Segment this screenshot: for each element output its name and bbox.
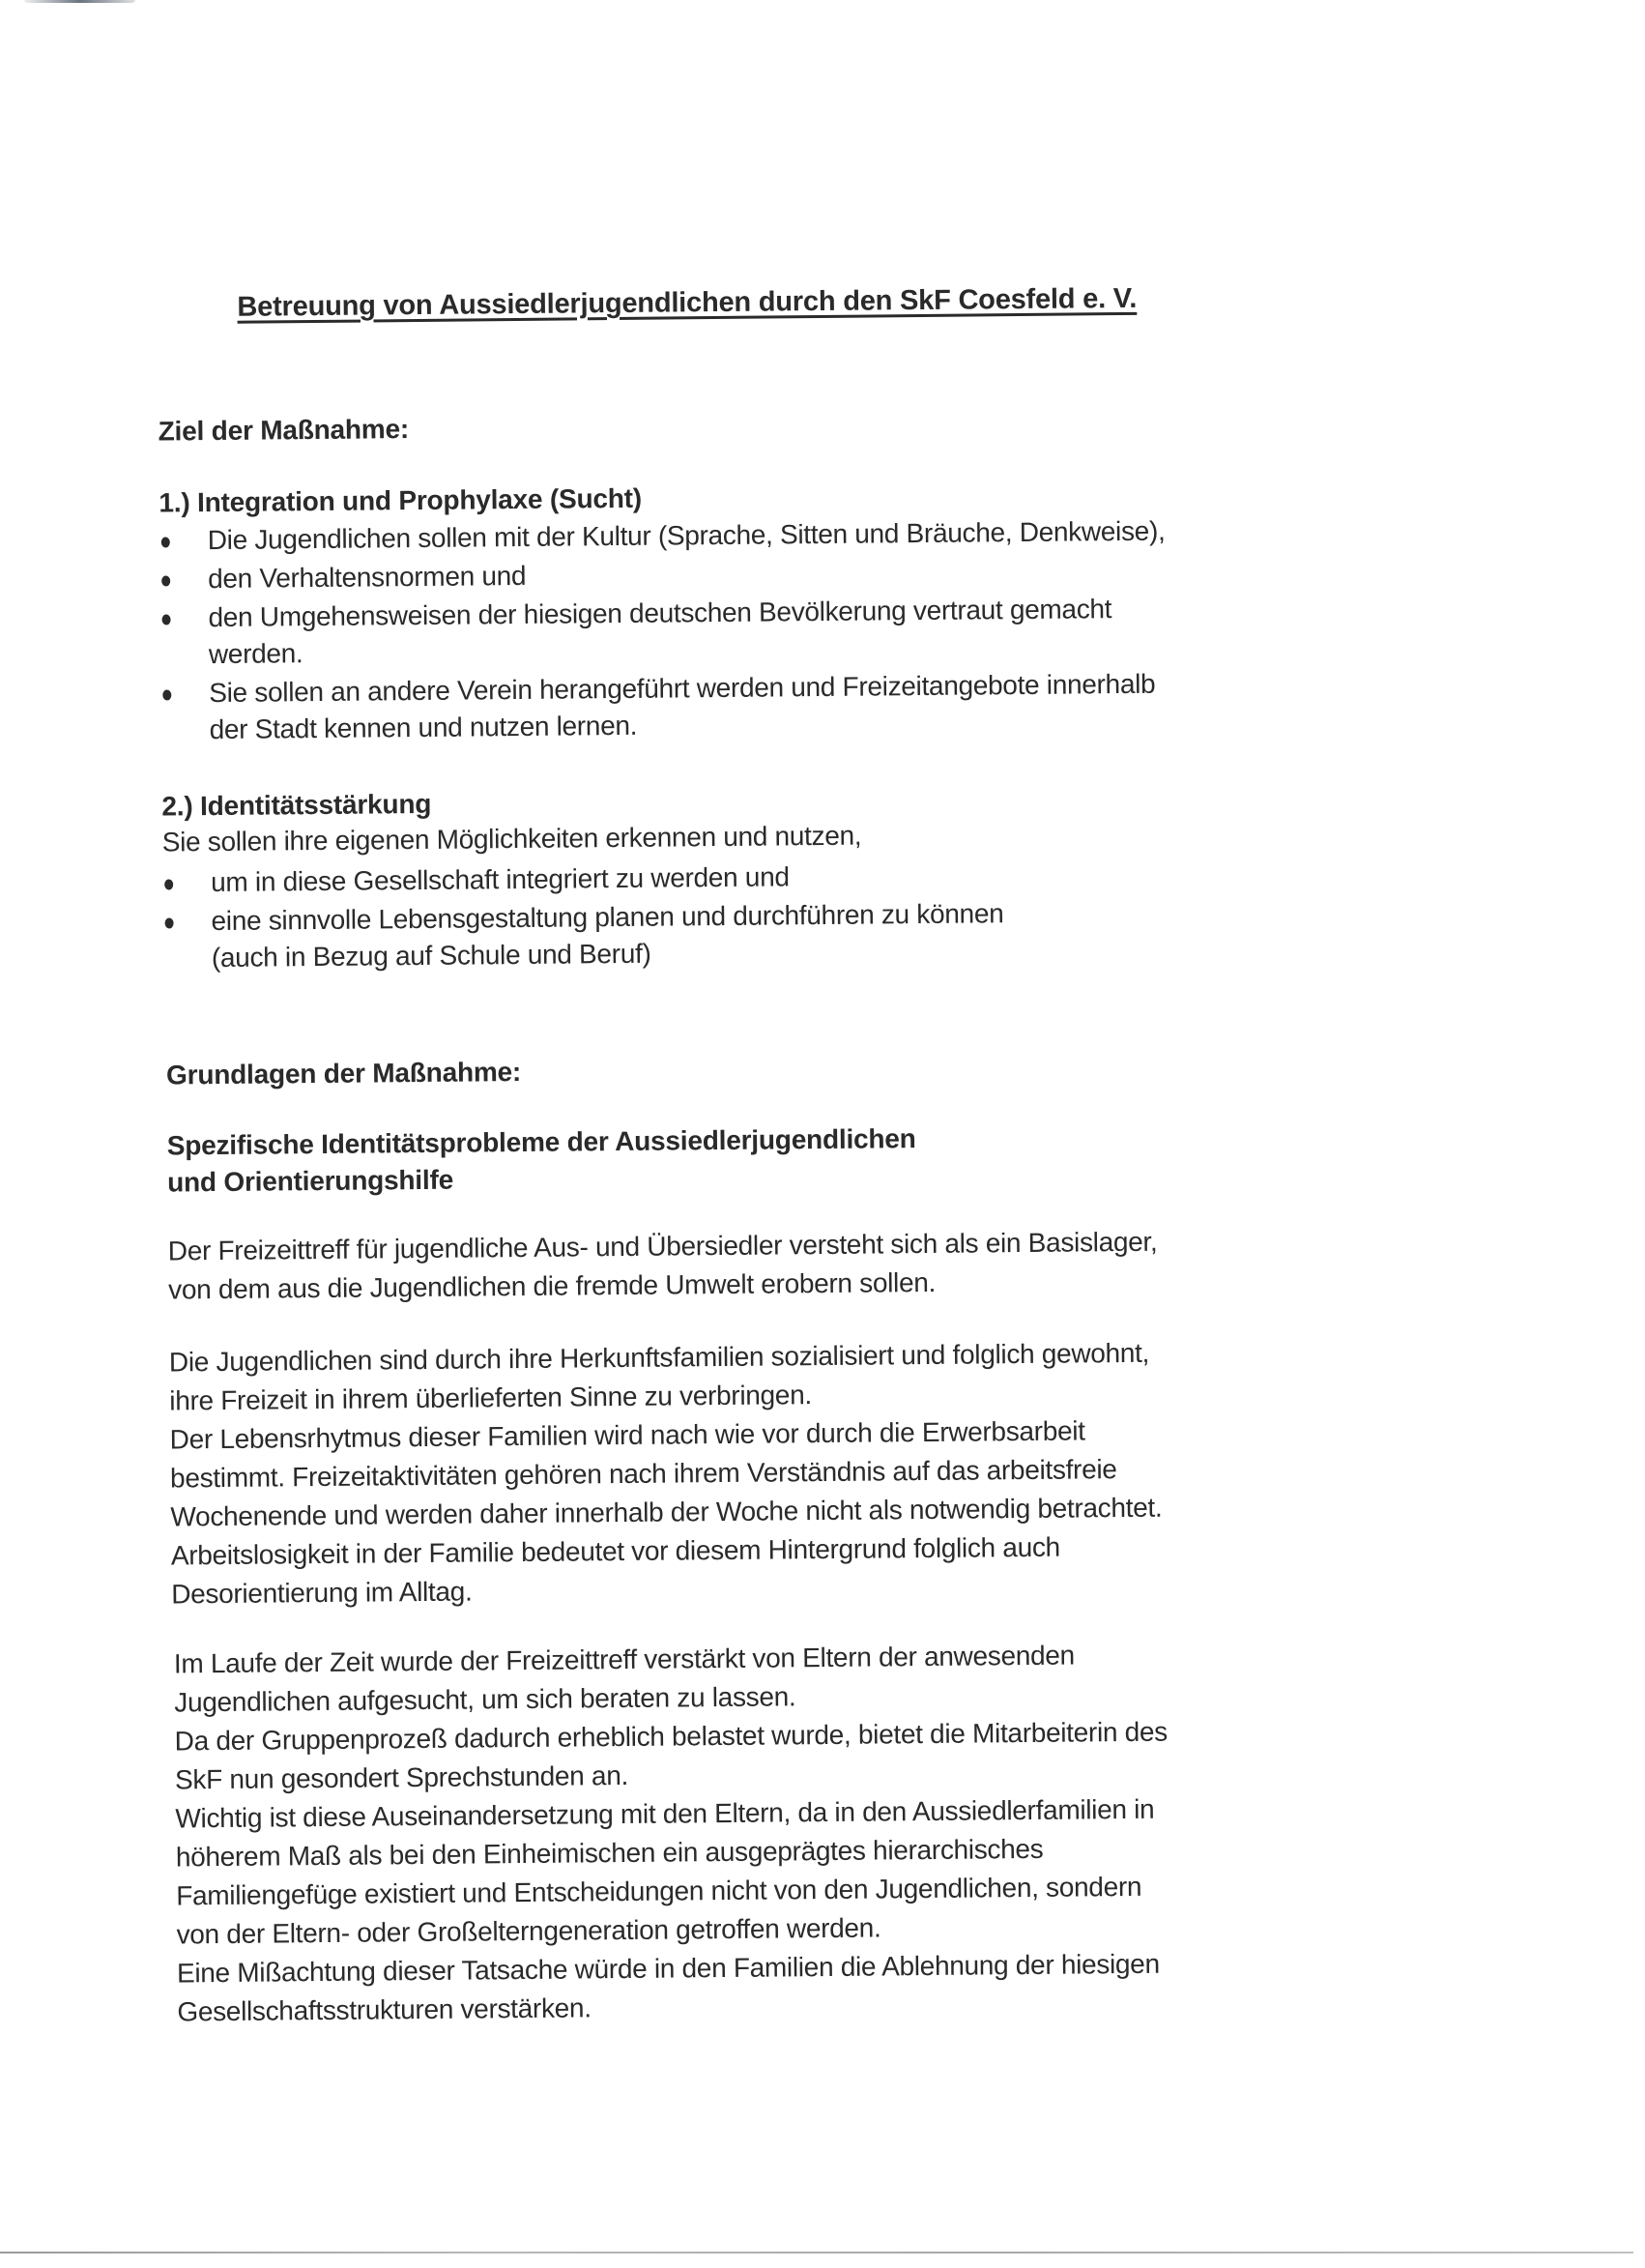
paragraph-line: Jugendlichen aufgesucht, um sich beraten zu lassen. bbox=[174, 1681, 796, 1718]
paragraph-line: SkF nun gesondert Sprechstunden an. bbox=[174, 1759, 629, 1795]
paragraph-line: von dem aus die Jugendlichen die fremde Umwelt erobern sollen. bbox=[168, 1266, 937, 1305]
heading-line: und Orientierungshilfe bbox=[167, 1164, 454, 1198]
bullet-line: Sie sollen an andere Verein herangeführt werden und Freizeitangebote innerhalb bbox=[209, 668, 1156, 709]
identitaet-intro: Sie sollen ihre eigenen Möglichkeiten erkennen und nutzen, bbox=[161, 820, 862, 858]
paragraph-line: Eine Mißachtung dieser Tatsache würde in den Familien die Ablehnung der hiesigen bbox=[176, 1948, 1160, 1989]
paragraph-line: Desorientierung im Alltag. bbox=[171, 1576, 473, 1610]
bullet-line: Die Jugendlichen sollen mit der Kultur (Sprache, Sitten und Bräuche, Denkweise), bbox=[207, 515, 1166, 556]
scan-edge-mark bbox=[24, 0, 135, 3]
bullet-item bbox=[158, 591, 1166, 674]
bullet-line: der Stadt kennen und nutzen lernen. bbox=[209, 710, 638, 745]
bullet-line: eine sinnvolle Lebensgestaltung planen und durchführen zu können bbox=[211, 898, 1004, 937]
paragraph-line: Wichtig ist diese Auseinandersetzung mit den Eltern, da in den Aussiedlerfamilien in bbox=[175, 1793, 1155, 1834]
bullet-icon bbox=[161, 575, 170, 586]
bullet-item bbox=[159, 666, 1167, 749]
paragraph-line: höherem Maß als bei den Einheimischen ein ausgeprägtes hierarchisches bbox=[175, 1833, 1044, 1873]
bullet-item bbox=[160, 857, 1003, 901]
paragraph-line: ihre Freizeit in ihrem überlieferten Sinne zu verbringen. bbox=[169, 1380, 813, 1416]
paragraph-line: Der Lebensrhytmus dieser Familien wird nach wie vor durch die Erwerbsarbeit bbox=[169, 1415, 1085, 1455]
bullet-line: (auch in Bezug auf Schule und Beruf) bbox=[211, 938, 651, 974]
bullet-line: den Verhaltensnormen und bbox=[208, 560, 527, 595]
section-heading-ziel: Ziel der Maßnahme: bbox=[158, 414, 410, 447]
subsection-heading-identitaetsprobleme bbox=[167, 1120, 917, 1201]
bullet-line: um in diese Gesellschaft integriert zu werden und bbox=[211, 861, 790, 898]
bullet-icon bbox=[165, 917, 174, 928]
subsection-heading-identitaet: 2.) Identitätsstärkung bbox=[161, 788, 432, 822]
paragraph-line: bestimmt. Freizeitaktivitäten gehören nach ihrem Verständnis auf das arbeitsfreie bbox=[169, 1454, 1117, 1494]
paragraph-line: von der Eltern- oder Großelterngeneration getroffen werden. bbox=[176, 1912, 881, 1950]
paragraph-line: Familiengefüge existiert und Entscheidungen nicht von den Jugendlichen, sondern bbox=[176, 1871, 1142, 1911]
paragraph-line: Da der Gruppenprozeß dadurch erheblich belastet wurde, bietet die Mitarbeiterin des bbox=[174, 1716, 1169, 1757]
bullet-icon bbox=[161, 537, 170, 547]
paragraph-line: Die Jugendlichen sind durch ihre Herkunftsfamilien sozialisiert und folglich gewohnt, bbox=[168, 1337, 1150, 1378]
identitaet-bullet-list bbox=[160, 857, 1004, 978]
paragraph bbox=[168, 1223, 1158, 1310]
paragraph-line: Arbeitslosigkeit in der Familie bedeutet vor diesem Hintergrund folglich auch bbox=[170, 1531, 1061, 1571]
bullet-item bbox=[160, 895, 1004, 976]
paragraph-line: Wochenende und werden daher innerhalb der Woche nicht als notwendig betrachtet. bbox=[170, 1492, 1163, 1532]
document-title: Betreuung von Aussiedlerjugendlichen durch den SkF Coesfeld e. V. bbox=[237, 282, 1138, 323]
bullet-line: den Umgehensweisen der hiesigen deutschen Bevölkerung vertraut gemacht bbox=[208, 594, 1112, 633]
bullet-icon bbox=[162, 689, 171, 700]
bullet-line: werden. bbox=[208, 638, 303, 670]
bullet-icon bbox=[162, 614, 171, 625]
paragraph bbox=[169, 1334, 1164, 1614]
paragraph bbox=[174, 1636, 1170, 2032]
paragraph-line: Im Laufe der Zeit wurde der Freizeittreff verstärkt von Eltern der anwesenden bbox=[173, 1640, 1075, 1679]
paragraph-line: Gesellschaftsstrukturen verstärken. bbox=[177, 1992, 592, 2027]
bullet-icon bbox=[164, 879, 173, 889]
heading-line: Spezifische Identitätsprobleme der Aussiedlerjugendlichen bbox=[166, 1123, 916, 1161]
subsection-heading-integration: 1.) Integration und Prophylaxe (Sucht) bbox=[159, 482, 643, 518]
section-heading-grundlagen: Grundlagen der Maßnahme: bbox=[165, 1056, 522, 1090]
paragraph-line: Der Freizeittreff für jugendliche Aus- und Übersiedler versteht sich als ein Basislager, bbox=[167, 1226, 1158, 1266]
integration-bullet-list bbox=[158, 513, 1168, 751]
